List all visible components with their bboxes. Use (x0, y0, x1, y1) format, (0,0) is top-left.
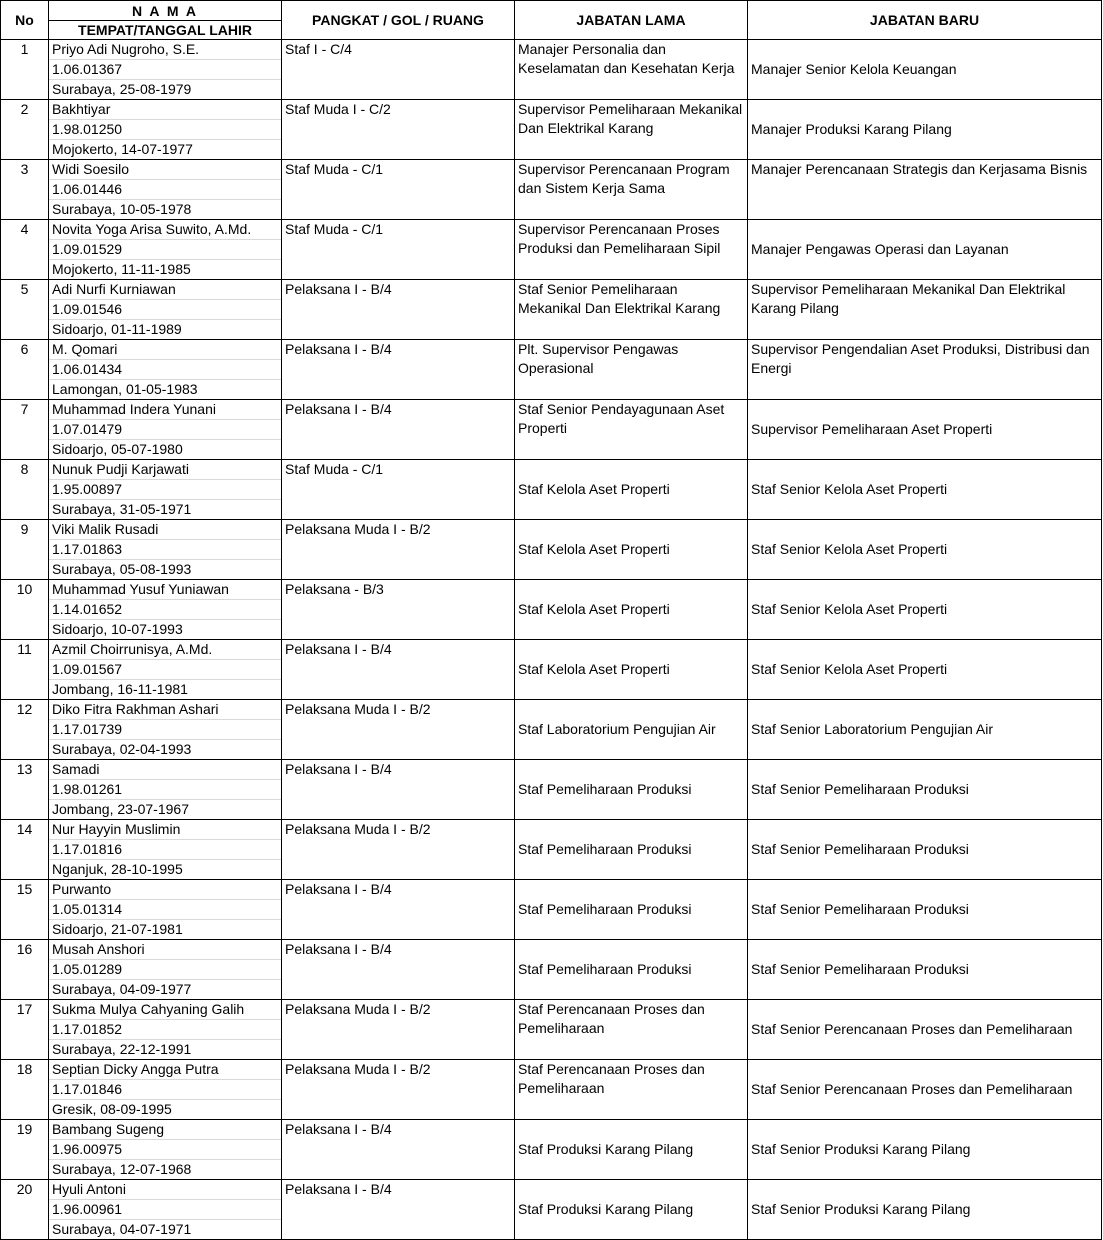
birth-place-date: Sidoarjo, 01-11-1989 (49, 319, 281, 339)
pangkat-cell: Pelaksana I - B/4 (282, 880, 515, 940)
row-number: 17 (1, 1000, 49, 1060)
row-number: 14 (1, 820, 49, 880)
jabatan-lama-cell: Plt. Supervisor Pengawas Operasional (515, 340, 748, 400)
employee-nip: 1.05.01289 (49, 959, 281, 979)
pangkat-cell: Pelaksana I - B/4 (282, 1120, 515, 1180)
pangkat-cell: Pelaksana I - B/4 (282, 1180, 515, 1240)
pangkat-cell: Pelaksana Muda I - B/2 (282, 820, 515, 880)
jabatan-lama-cell: Staf Perencanaan Proses dan Pemeliharaan (515, 1060, 748, 1120)
pangkat-cell: Pelaksana I - B/4 (282, 940, 515, 1000)
pangkat-cell: Pelaksana Muda I - B/2 (282, 520, 515, 580)
employee-nip: 1.96.00961 (49, 1199, 281, 1219)
header-nama: N A M A (49, 2, 281, 21)
jabatan-lama-cell: Staf Senior Pemeliharaan Mekanikal Dan Elektrikal Karang (515, 280, 748, 340)
employee-nip: 1.14.01652 (49, 599, 281, 619)
table-row (1, 40, 1102, 100)
pangkat-cell: Staf Muda - C/1 (282, 220, 515, 280)
jabatan-baru-cell: Manajer Produksi Karang Pilang (748, 100, 1102, 160)
header-jabatan-lama: JABATAN LAMA (515, 1, 748, 40)
employee-nip: 1.06.01367 (49, 59, 281, 79)
jabatan-baru-cell: Staf Senior Laboratorium Pengujian Air (748, 700, 1102, 760)
pangkat-cell: Staf Muda I - C/2 (282, 100, 515, 160)
pangkat-cell: Pelaksana I - B/4 (282, 640, 515, 700)
birth-place-date: Jombang, 16-11-1981 (49, 679, 281, 699)
jabatan-lama-cell: Staf Kelola Aset Properti (515, 640, 748, 700)
header-tempat-tanggal-lahir: TEMPAT/TANGGAL LAHIR (78, 21, 252, 38)
birth-place-date: Gresik, 08-09-1995 (49, 1099, 281, 1119)
employee-nip: 1.09.01546 (49, 299, 281, 319)
employee-name: Widi Soesilo (52, 161, 130, 177)
pangkat-cell: Pelaksana - B/3 (282, 580, 515, 640)
row-number: 10 (1, 580, 49, 640)
nama-cell (49, 940, 282, 1000)
birth-place-date: Surabaya, 31-05-1971 (49, 499, 281, 519)
jabatan-baru-cell: Manajer Pengawas Operasi dan Layanan (748, 220, 1102, 280)
jabatan-lama-cell: Staf Pemeliharaan Produksi (515, 880, 748, 940)
nama-cell (49, 100, 282, 160)
employee-name: Azmil Choirrunisya, A.Md. (52, 641, 213, 657)
row-number: 2 (1, 100, 49, 160)
pangkat-cell: Pelaksana I - B/4 (282, 340, 515, 400)
nama-cell (49, 580, 282, 640)
pangkat-cell: Staf I - C/4 (282, 40, 515, 100)
nama-cell (49, 340, 282, 400)
nama-cell (49, 160, 282, 220)
birth-place-date: Mojokerto, 11-11-1985 (49, 259, 281, 279)
employee-nip: 1.06.01446 (49, 179, 281, 199)
nama-cell (49, 1060, 282, 1120)
row-number: 4 (1, 220, 49, 280)
table-row (1, 1000, 1102, 1060)
jabatan-lama-cell: Staf Produksi Karang Pilang (515, 1180, 748, 1240)
pangkat-cell: Pelaksana Muda I - B/2 (282, 700, 515, 760)
birth-place-date: Sidoarjo, 05-07-1980 (49, 439, 281, 459)
nama-cell (49, 460, 282, 520)
row-number: 12 (1, 700, 49, 760)
employee-name: Purwanto (52, 881, 112, 897)
table-row (1, 1060, 1102, 1120)
row-number: 19 (1, 1120, 49, 1180)
jabatan-baru-cell: Staf Senior Perencanaan Proses dan Pemeliharaan (748, 1060, 1102, 1120)
table-row (1, 820, 1102, 880)
employee-name: Sukma Mulya Cahyaning Galih (52, 1001, 245, 1017)
employee-nip: 1.98.01250 (49, 119, 281, 139)
pangkat-cell: Pelaksana I - B/4 (282, 400, 515, 460)
pangkat-cell: Staf Muda - C/1 (282, 460, 515, 520)
header-no: No (1, 1, 49, 40)
nama-cell (49, 280, 282, 340)
nama-cell (49, 1180, 282, 1240)
jabatan-baru-cell: Manajer Perencanaan Strategis dan Kerjasama Bisnis (748, 160, 1102, 220)
jabatan-baru-cell: Staf Senior Pemeliharaan Produksi (748, 880, 1102, 940)
jabatan-lama-cell: Manajer Personalia dan Keselamatan dan Kesehatan Kerja (515, 40, 748, 100)
nama-cell (49, 400, 282, 460)
employee-nip: 1.17.01816 (49, 839, 281, 859)
jabatan-baru-cell: Supervisor Pemeliharaan Mekanikal Dan Elektrikal Karang Pilang (748, 280, 1102, 340)
table-row (1, 340, 1102, 400)
table-row (1, 160, 1102, 220)
employee-nip: 1.17.01846 (49, 1079, 281, 1099)
jabatan-baru-cell: Supervisor Pengendalian Aset Produksi, Distribusi dan Energi (748, 340, 1102, 400)
row-number: 15 (1, 880, 49, 940)
jabatan-lama-cell: Staf Produksi Karang Pilang (515, 1120, 748, 1180)
jabatan-baru-cell: Staf Senior Perencanaan Proses dan Pemeliharaan (748, 1000, 1102, 1060)
nama-cell (49, 220, 282, 280)
jabatan-lama-cell: Staf Senior Pendayagunaan Aset Properti (515, 400, 748, 460)
nama-cell (49, 40, 282, 100)
employee-name: Priyo Adi Nugroho, S.E. (52, 41, 200, 57)
table-row (1, 220, 1102, 280)
birth-place-date: Surabaya, 22-12-1991 (49, 1039, 281, 1059)
table-row (1, 520, 1102, 580)
birth-place-date: Surabaya, 25-08-1979 (49, 79, 281, 99)
employee-nip: 1.98.01261 (49, 779, 281, 799)
pangkat-cell: Staf Muda - C/1 (282, 160, 515, 220)
employee-name: Diko Fitra Rakhman Ashari (52, 701, 219, 717)
employee-name: M. Qomari (52, 341, 118, 357)
employee-name: Muhammad Indera Yunani (52, 401, 216, 417)
row-number: 18 (1, 1060, 49, 1120)
birth-place-date: Sidoarjo, 10-07-1993 (49, 619, 281, 639)
row-number: 3 (1, 160, 49, 220)
table-row (1, 100, 1102, 160)
jabatan-baru-cell: Staf Senior Kelola Aset Properti (748, 460, 1102, 520)
birth-place-date: Surabaya, 02-04-1993 (49, 739, 281, 759)
employee-name: Bambang Sugeng (52, 1121, 165, 1137)
table-row (1, 400, 1102, 460)
employee-nip: 1.17.01852 (49, 1019, 281, 1039)
pangkat-cell: Pelaksana I - B/4 (282, 760, 515, 820)
pangkat-cell: Pelaksana Muda I - B/2 (282, 1060, 515, 1120)
birth-place-date: Surabaya, 04-09-1977 (49, 979, 281, 999)
nama-cell (49, 880, 282, 940)
jabatan-lama-cell: Staf Perencanaan Proses dan Pemeliharaan (515, 1000, 748, 1060)
employee-name: Musah Anshori (52, 941, 145, 957)
header-nama-cell (49, 1, 282, 40)
jabatan-baru-cell: Staf Senior Pemeliharaan Produksi (748, 820, 1102, 880)
birth-place-date: Surabaya, 12-07-1968 (49, 1159, 281, 1179)
employee-nip: 1.07.01479 (49, 419, 281, 439)
birth-place-date: Mojokerto, 14-07-1977 (49, 139, 281, 159)
row-number: 1 (1, 40, 49, 100)
pangkat-cell: Pelaksana Muda I - B/2 (282, 1000, 515, 1060)
jabatan-lama-cell: Staf Kelola Aset Properti (515, 460, 748, 520)
jabatan-baru-cell: Staf Senior Produksi Karang Pilang (748, 1180, 1102, 1240)
nama-cell (49, 820, 282, 880)
jabatan-baru-cell: Staf Senior Produksi Karang Pilang (748, 1120, 1102, 1180)
jabatan-lama-cell: Staf Kelola Aset Properti (515, 520, 748, 580)
employee-name: Muhammad Yusuf Yuniawan (52, 581, 229, 597)
employee-nip: 1.09.01567 (49, 659, 281, 679)
header-pangkat: PANGKAT / GOL / RUANG (282, 1, 515, 40)
nama-cell (49, 640, 282, 700)
birth-place-date: Lamongan, 01-05-1983 (49, 379, 281, 399)
birth-place-date: Surabaya, 04-07-1971 (49, 1219, 281, 1239)
nama-cell (49, 1000, 282, 1060)
row-number: 16 (1, 940, 49, 1000)
table-row (1, 580, 1102, 640)
jabatan-lama-cell: Staf Pemeliharaan Produksi (515, 820, 748, 880)
jabatan-baru-cell: Staf Senior Kelola Aset Properti (748, 580, 1102, 640)
jabatan-lama-cell: Supervisor Perencanaan Program dan Sistem Kerja Sama (515, 160, 748, 220)
employee-name: Adi Nurfi Kurniawan (52, 281, 176, 297)
nama-cell (49, 760, 282, 820)
employee-nip: 1.95.00897 (49, 479, 281, 499)
employee-nip: 1.05.01314 (49, 899, 281, 919)
row-number: 11 (1, 640, 49, 700)
row-number: 7 (1, 400, 49, 460)
row-number: 20 (1, 1180, 49, 1240)
employee-name: Viki Malik Rusadi (52, 521, 159, 537)
header-jabatan-baru: JABATAN BARU (748, 1, 1102, 40)
jabatan-baru-cell: Staf Senior Kelola Aset Properti (748, 640, 1102, 700)
jabatan-lama-cell: Staf Pemeliharaan Produksi (515, 760, 748, 820)
table-body (1, 40, 1102, 1240)
employee-nip: 1.06.01434 (49, 359, 281, 379)
nama-cell (49, 1120, 282, 1180)
table-header-row (1, 1, 1102, 40)
employee-name: Hyuli Antoni (52, 1181, 126, 1197)
employee-nip: 1.17.01863 (49, 539, 281, 559)
table-row (1, 760, 1102, 820)
pangkat-cell: Pelaksana I - B/4 (282, 280, 515, 340)
row-number: 8 (1, 460, 49, 520)
jabatan-lama-cell: Staf Pemeliharaan Produksi (515, 940, 748, 1000)
birth-place-date: Jombang, 23-07-1967 (49, 799, 281, 819)
nama-cell (49, 520, 282, 580)
birth-place-date: Surabaya, 10-05-1978 (49, 199, 281, 219)
birth-place-date: Nganjuk, 28-10-1995 (49, 859, 281, 879)
jabatan-baru-cell: Staf Senior Pemeliharaan Produksi (748, 940, 1102, 1000)
nama-cell (49, 700, 282, 760)
birth-place-date: Surabaya, 05-08-1993 (49, 559, 281, 579)
employee-name: Nur Hayyin Muslimin (52, 821, 181, 837)
jabatan-baru-cell: Staf Senior Pemeliharaan Produksi (748, 760, 1102, 820)
jabatan-lama-cell: Staf Kelola Aset Properti (515, 580, 748, 640)
table-row (1, 940, 1102, 1000)
table-row (1, 280, 1102, 340)
table-row (1, 700, 1102, 760)
employee-nip: 1.96.00975 (49, 1139, 281, 1159)
row-number: 6 (1, 340, 49, 400)
birth-place-date: Sidoarjo, 21-07-1981 (49, 919, 281, 939)
employee-name: Novita Yoga Arisa Suwito, A.Md. (52, 221, 252, 237)
employee-nip: 1.17.01739 (49, 719, 281, 739)
table-row (1, 1180, 1102, 1240)
employee-nip: 1.09.01529 (49, 239, 281, 259)
jabatan-baru-cell: Supervisor Pemeliharaan Aset Properti (748, 400, 1102, 460)
table-row (1, 460, 1102, 520)
table-row (1, 640, 1102, 700)
employee-name: Nunuk Pudji Karjawati (52, 461, 189, 477)
jabatan-lama-cell: Supervisor Pemeliharaan Mekanikal Dan Elektrikal Karang (515, 100, 748, 160)
row-number: 9 (1, 520, 49, 580)
row-number: 13 (1, 760, 49, 820)
table-row (1, 880, 1102, 940)
jabatan-lama-cell: Staf Laboratorium Pengujian Air (515, 700, 748, 760)
employee-name: Septian Dicky Angga Putra (52, 1061, 219, 1077)
employee-name: Bakhtiyar (52, 101, 111, 117)
jabatan-baru-cell: Manajer Senior Kelola Keuangan (748, 40, 1102, 100)
jabatan-lama-cell: Supervisor Perencanaan Proses Produksi dan Pemeliharaan Sipil (515, 220, 748, 280)
row-number: 5 (1, 280, 49, 340)
table-row (1, 1120, 1102, 1180)
jabatan-baru-cell: Staf Senior Kelola Aset Properti (748, 520, 1102, 580)
employee-name: Samadi (52, 761, 100, 777)
